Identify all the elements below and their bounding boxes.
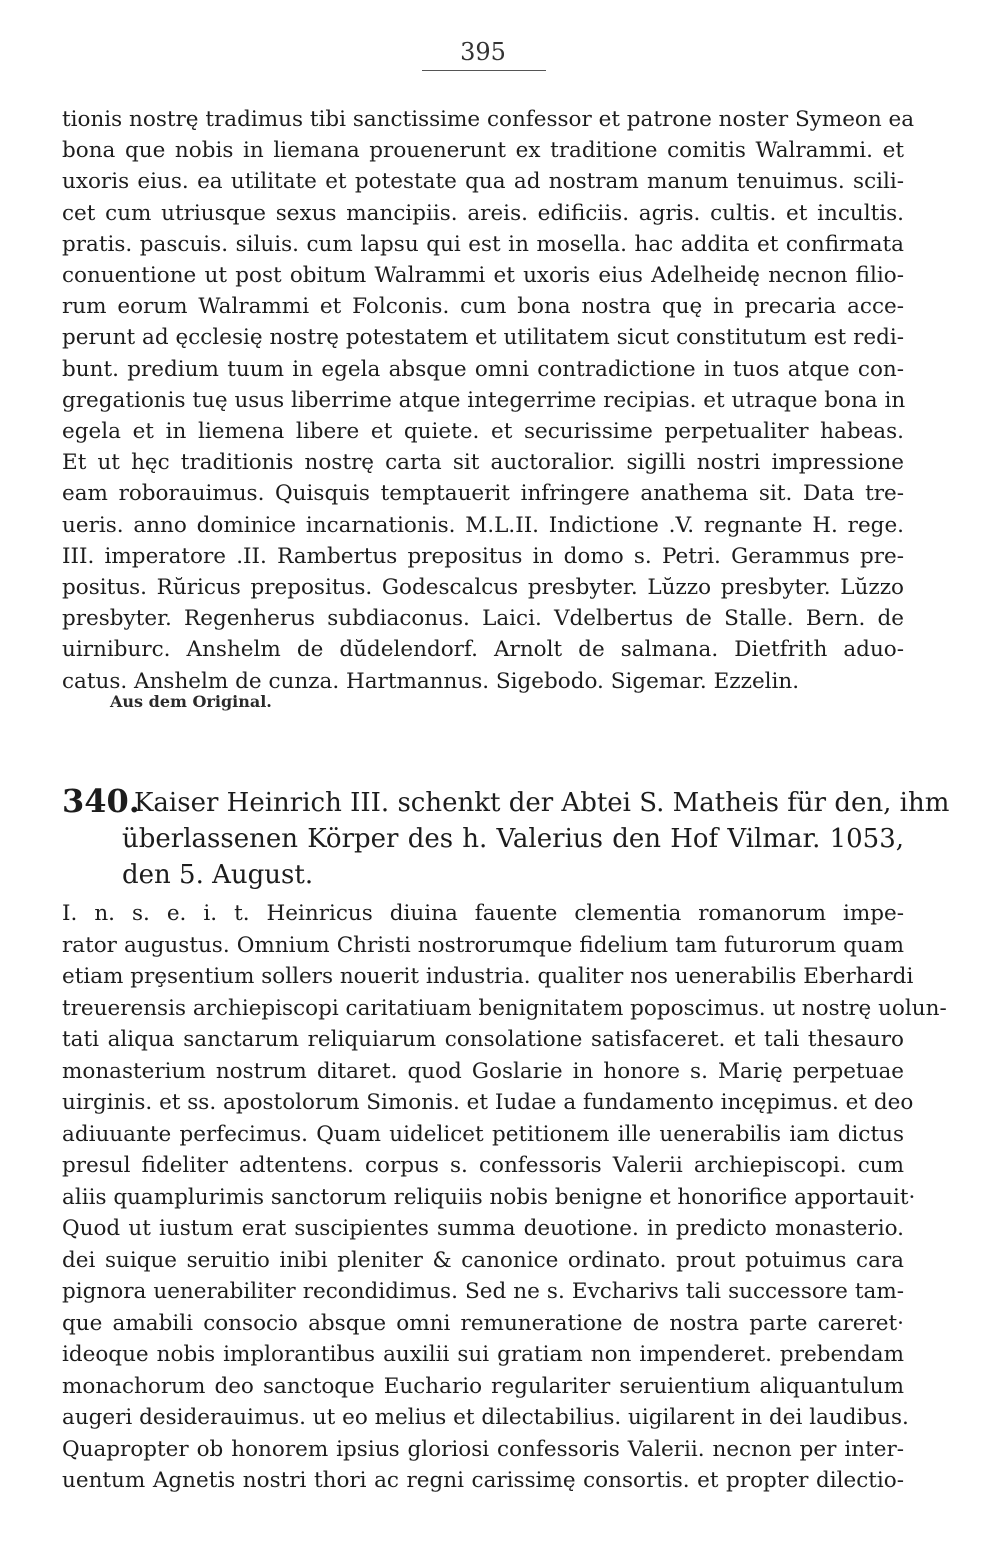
lower-text-line: Quod ut iustum erat suscipientes summa deuotione. in predicto monasterio. [62,1216,904,1241]
upper-text-line: pratis. pascuis. siluis. cum lapsu qui est in mosella. hac addita et confirmata [62,231,904,257]
upper-text-line: positus. Rŭricus prepositus. Godescalcus presbyter. Lŭzzo presbyter. Lŭzzo [62,575,904,600]
lower-text-line: rator augustus. Omnium Christi nostrorumque fidelium tam futurorum quam [62,932,904,958]
lower-text-line: uirginis. et ss. apostolorum Simonis. et Iudae a fundamento incępimus. et deo [62,1090,914,1115]
lower-text-line: dei suique seruitio inibi pleniter & canonice ordinato. prout potuimus cara [62,1247,904,1273]
heading-line-3: den 5. August. [122,860,314,890]
upper-text-line: bunt. predium tuum in egela absque omni contradictione in tuos atque con- [62,356,904,382]
lower-text-line: adiuuante perfecimus. Quam uidelicet petitionem ille uenerabilis iam dictus [62,1121,904,1147]
lower-text-line: uentum Agnetis nostri thori ac regni carissimę consortis. et propter dilectio- [62,1468,904,1493]
lower-text-line: que amabili consocio absque omni remuneratione de nostra parte careret· [62,1310,904,1336]
upper-text-line: catus. Anshelm de cunza. Hartmannus. Sigebodo. Sigemar. Ezzelin. [62,668,800,694]
upper-text-line: uxoris eius. ea utilitate et potestate qua ad nostram manum tenuimus. scili- [62,169,904,195]
heading-line-2: überlassenen Körper des h. Valerius den Hof Vilmar. 1053, [122,824,904,854]
upper-text-line: gregationis tuę usus liberrime atque integerrime recipias. et utraque bona in [62,387,906,413]
upper-text-line: perunt ad ęcclesię nostrę potestatem et utilitatem sicut constitutum est redi- [62,325,904,351]
upper-text-line: tionis nostrę tradimus tibi sanctissime confessor et patrone noster Symeon ea [62,107,915,132]
lower-text-line: pignora uenerabiliter recondidimus. Sed ne s. Evcharivs tali successore tam- [62,1279,904,1304]
upper-text-line: bona que nobis in liemana prouenerunt ex traditione comitis Walrammi. et [62,138,904,164]
upper-text-line: presbyter. Regenherus subdiaconus. Laici. Vdelbertus de Stalle. Bern. de [62,606,904,632]
lower-text-line: etiam prȩsentium sollers nouerit industria. qualiter nos uenerabilis Eberhardi [62,964,914,989]
document-number: 340. [62,782,140,820]
lower-text-line: ideoque nobis implorantibus auxilii sui gratiam non impenderet. prebendam [62,1342,904,1367]
lower-text-line: treuerensis archiepiscopi caritatiuam benignitatem poposcimus. ut nostrę uolun- [62,995,947,1021]
upper-text-line: III. imperatore .II. Rambertus prepositus in domo s. Petri. Gerammus pre- [62,543,904,569]
upper-text-line: ueris. anno dominice incarnationis. M.L.II. Indictione .V. regnante H. rege. [62,512,904,538]
upper-text-line: egela et in liemena libere et quiete. et securissime perpetualiter habeas. [62,419,904,444]
lower-text-line: I. n. s. e. i. t. Heinricus diuina fauente clementia romanorum impe- [62,901,904,926]
lower-text-line: Quapropter ob honorem ipsius gloriosi confessoris Valerii. necnon per inter- [62,1436,904,1462]
upper-text-line: eam roborauimus. Quisquis temptauerit infringere anathema sit. Data tre- [62,481,904,507]
source-note: Aus dem Original. [110,692,272,711]
page-number-rule [422,70,546,71]
upper-text-line: conuentione ut post obitum Walrammi et uxoris eius Adelheidę necnon filio- [62,263,904,288]
upper-text-line: uirniburc. Anshelm de dŭdelendorf. Arnolt de salmana. Dietfrith aduo- [62,637,904,663]
upper-text-line: cet cum utriusque sexus mancipiis. areis. edificiis. agris. cultis. et incultis. [62,200,904,226]
upper-text-line: rum eorum Walrammi et Folconis. cum bona nostra quę in precaria acce- [62,294,904,320]
lower-text-line: monasterium nostrum ditaret. quod Goslarie in honore s. Marię perpetuae [62,1058,904,1084]
lower-text-line: monachorum deo sanctoque Euchario regulariter seruientium aliquantulum [62,1373,904,1399]
upper-text-line: Et ut hęc traditionis nostrę carta sit auctoralior. sigilli nostri impressione [62,450,904,476]
lower-text-line: tati aliqua sanctarum reliquiarum consolatione satisfaceret. et tali thesauro [62,1027,904,1052]
page-number: 395 [460,38,506,66]
lower-text-line: aliis quamplurimis sanctorum reliquiis nobis benigne et honorifice apportauit· [62,1184,916,1210]
lower-text-line: augeri desiderauimus. ut eo melius et dilectabilius. uigilarent in dei laudibus. [62,1405,909,1430]
heading-line-1: Kaiser Heinrich III. schenkt der Abtei S. Matheis für den, ihm [134,788,950,818]
lower-text-line: presul fideliter adtentens. corpus s. confessoris Valerii archiepiscopi. cum [62,1153,904,1178]
